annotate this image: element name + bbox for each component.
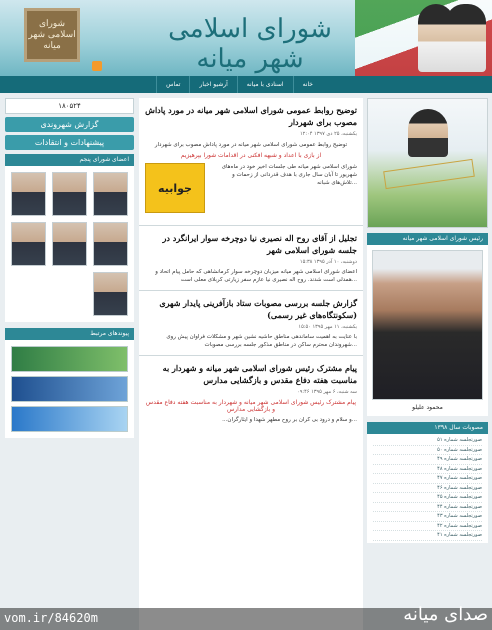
article-date: سه شنبه، ۶ مهر ۱۳۹۵ ۰۹:۴۶	[297, 389, 357, 395]
watermark-url: vom.ir/84620m	[4, 611, 98, 625]
suggestions-button[interactable]: پیشنهادات و انتقادات	[5, 135, 134, 150]
news-column	[139, 98, 363, 630]
article	[139, 362, 363, 424]
session-link[interactable]: صورتجلسه شماره ۴۱	[373, 531, 482, 541]
leader-portrait-2	[446, 4, 486, 72]
sessions-header: مصوبات سال ۱۳۹۸	[367, 422, 488, 434]
article-link[interactable]: پیام مشترک رئیس شورای اسلامی شهر میانه و شهردار به مناسبت هفته دفاع مقدس و بازگشایی مدارس	[145, 399, 357, 413]
main-nav	[0, 76, 492, 93]
article-body-row	[145, 163, 357, 213]
article-body: اعضای شورای اسلامی شهر میانه میزبان دوچرخه سوار کرمانشاهی که حامل پیام اتحاد و همدلی است شدند. روح اله نصیری نیا عازم سفر زیارتی کربلای معلی است...	[155, 269, 357, 283]
article-summary: توضیح روابط عمومی شورای اسلامی شهر میانه در مورد پاداش مصوب برای شهردار	[154, 142, 348, 148]
article-title[interactable]: پیام مشترک رئیس شورای اسلامی شهر میانه و شهردار به مناسبت هفته دفاع مقدس و بازگشایی مدارس	[162, 363, 357, 385]
site-title: شورای اسلامی شهر میانه	[168, 14, 332, 74]
session-link[interactable]: صورتجلسه شماره ۵۰	[373, 446, 482, 456]
member-photo[interactable]	[93, 272, 128, 316]
article-title[interactable]: تجلیل از آقای روح اله نصیری نیا دوچرخه سوار ایرانگرد در جلسه شورای اسلامی شهر	[162, 233, 357, 255]
link-banner-3[interactable]	[11, 406, 128, 432]
member-photo[interactable]	[93, 222, 128, 266]
rss-icon[interactable]	[92, 61, 102, 71]
article-title[interactable]: گزارش جلسه بررسی مصوبات ستاد بازآفرینی پایدار شهری (سکونتگاه‌های غیر رسمی)	[159, 298, 357, 320]
watermark-logo: صدای میانه	[403, 604, 488, 625]
article-date: دوشنبه، ۱۰ آذر ۱۳۹۵ ۱۵:۳۸	[299, 259, 357, 265]
session-link[interactable]: صورتجلسه شماره ۴۸	[373, 465, 482, 475]
president-header: رئیس شورای اسلامی شهر میانه	[367, 233, 488, 245]
reply-badge: جوابیه	[145, 163, 205, 213]
citizen-report-button[interactable]: گزارش شهروندی	[5, 117, 134, 132]
banner-poster[interactable]	[367, 98, 488, 228]
watermark-bar	[0, 604, 492, 630]
session-link[interactable]: صورتجلسه شماره ۴۴	[373, 503, 482, 513]
nav-contact[interactable]: تماس	[156, 76, 189, 93]
site-header	[0, 0, 492, 76]
calligraphy-banner	[383, 159, 475, 189]
article-link[interactable]: از بازی با اعداد و شبهه افکنی در اقدامات شورا بپرهیزیم	[180, 152, 322, 159]
article	[139, 232, 363, 284]
session-link[interactable]: صورتجلسه شماره ۴۷	[373, 474, 482, 484]
visitor-counter: ۱۸۰۵۲۴	[5, 98, 134, 114]
member-photo[interactable]	[93, 172, 128, 216]
nav-home[interactable]: خانه	[293, 76, 322, 93]
president-photo[interactable]	[372, 250, 483, 400]
member-photo[interactable]	[52, 222, 87, 266]
link-banner-2[interactable]	[11, 376, 128, 402]
article-body: شورای اسلامی شهر میانه طی جلسات اخیر خود در ماه‌های شهریور تا آبان سال جاری با هدف قدردانی از زحمات و تلاش‌های شبانه...	[221, 164, 357, 186]
council-logo[interactable]: شورای اسلامی شهر میانه	[24, 8, 80, 62]
links-box	[5, 340, 134, 438]
council-members	[5, 166, 134, 322]
article-body: با عنایت به اهمیت ساماندهی مناطق حاشیه نشین شهر و مشکلات فراوان پیش روی شهروندان محترم ساکن در مناطق مذکور جلسه بررسی مصوبات...	[166, 334, 357, 348]
session-link[interactable]: صورتجلسه شماره ۴۲	[373, 522, 482, 532]
president-box	[367, 245, 488, 416]
council-header: اعضای شورای پنجم	[5, 154, 134, 166]
member-photo[interactable]	[11, 172, 46, 216]
article-date: یکشنبه، ۱۱ مهر ۱۳۹۵ ۱۵:۵۰	[298, 324, 357, 330]
session-link[interactable]: صورتجلسه شماره ۴۶	[373, 484, 482, 494]
session-link[interactable]: صورتجلسه شماره ۴۹	[373, 455, 482, 465]
article-body: ...و سلام و درود بی کران بر روح مطهر شهدا و ایثارگران...	[222, 417, 357, 423]
leader-portrait	[408, 109, 448, 157]
links-header: پیوندهای مرتبط	[5, 328, 134, 340]
session-link[interactable]: صورتجلسه شماره ۴۵	[373, 493, 482, 503]
sessions-list	[367, 434, 488, 543]
article	[139, 98, 363, 219]
president-name: محمود علیلو	[412, 404, 443, 411]
nav-docs[interactable]: اسنادی با میانه	[237, 76, 293, 93]
right-column	[367, 98, 488, 543]
article	[139, 297, 363, 349]
article-title[interactable]: توضیح روابط عمومی شورای اسلامی شهر میانه در مورد پاداش مصوب برای شهردار	[145, 105, 357, 127]
article-date: یکشنبه، ۲۵ دی ۱۳۹۷ ۱۲:۰۴	[300, 131, 357, 137]
nav-archive[interactable]: آرشیو اخبار	[189, 76, 236, 93]
session-link[interactable]: صورتجلسه شماره ۴۳	[373, 512, 482, 522]
session-link[interactable]: صورتجلسه شماره ۵۱	[373, 436, 482, 446]
member-photo[interactable]	[11, 222, 46, 266]
link-banner-1[interactable]	[11, 346, 128, 372]
member-photo[interactable]	[52, 172, 87, 216]
left-column	[5, 98, 134, 438]
